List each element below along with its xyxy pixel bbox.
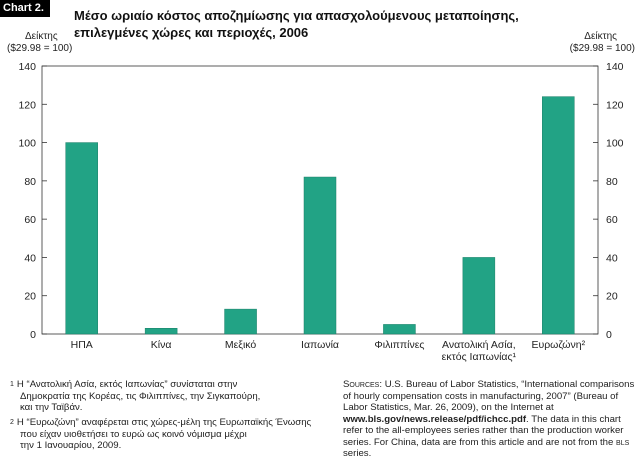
y-tick-label-right: 0: [606, 329, 612, 341]
footnote-2-line-2: που είχαν υιοθετήσει το ευρώ ως κοινό νόμισμα μέχρι: [20, 428, 247, 440]
footnote-2-line-3: την 1 Ιανουαρίου, 2009.: [20, 440, 122, 451]
bar: [463, 257, 495, 334]
footnote-2-mark: 2: [10, 419, 14, 426]
bar: [145, 328, 177, 334]
chart-number-tag: Chart 2.: [0, 0, 50, 17]
chart-title-line-2: επιλεγμένες χώρες και περιοχές, 2006: [74, 25, 309, 40]
footnote-1-line-3: και την Ταϊβάν.: [20, 402, 83, 413]
x-tick-label: Μεξικό: [224, 339, 257, 351]
left-axis-caption-line-2: ($29.98 = 100): [7, 43, 73, 54]
sources-bls: bls: [616, 436, 630, 448]
bar: [383, 324, 415, 334]
y-tick-label-left: 100: [18, 137, 36, 150]
y-tick-label-left: 80: [24, 175, 36, 188]
sources-text-3: series.: [343, 448, 372, 459]
y-tick-label-left: 40: [24, 252, 36, 265]
x-tick-label: ΗΠΑ: [70, 339, 93, 351]
chart-title-line-1: Μέσο ωριαίο κόστος αποζημίωσης για απασχολούμενους μεταποίησης,: [74, 8, 519, 23]
y-tick-label-left: 0: [30, 329, 36, 341]
y-tick-label-left: 20: [24, 290, 36, 303]
y-tick-label-right: 140: [606, 61, 624, 73]
footnote-1-mark: 1: [10, 381, 14, 388]
sources-text-2: . The data in this chart refer to the all-employees series rather than the production worker series. For China, data are from this article and are not from the: [343, 413, 624, 448]
x-tick-label: Ανατολική Ασία,: [442, 339, 516, 351]
bar: [304, 177, 336, 334]
footnote-2: [10, 417, 340, 452]
bar: [66, 143, 98, 334]
sources-url[interactable]: www.bls.gov/news.release/pdf/ichcc.pdf: [343, 413, 527, 425]
bar: [542, 97, 574, 334]
y-tick-label-left: 60: [24, 214, 36, 227]
x-tick-label: εκτός Ιαπωνίας¹: [441, 351, 517, 363]
y-tick-label-right: 40: [606, 252, 618, 265]
y-tick-label-left: 120: [18, 99, 36, 112]
x-tick-label: Φιλιππίνες: [374, 339, 425, 351]
x-tick-label: Ιαπωνία: [301, 339, 339, 351]
footnote-1-line-1: Η “Ανατολική Ασία, εκτός Ιαπωνίας” συνίσταται στην: [16, 379, 238, 390]
y-tick-label-right: 120: [606, 99, 624, 112]
left-axis-caption-line-1: Δείκτης: [25, 31, 58, 42]
bar: [225, 309, 257, 334]
y-tick-label-right: 100: [606, 137, 624, 150]
y-tick-label-right: 80: [606, 175, 618, 188]
sources-note: [343, 379, 635, 460]
y-tick-label-right: 60: [606, 214, 618, 227]
right-axis-caption-line-1: Δείκτης: [584, 31, 617, 42]
sources-text-1: U.S. Bureau of Labor Statistics, “International comparisons of hourly compensation costs in manufacturing, 2007” (Bureau of Labor Statistics, Mar. 26, 2009), on the Internet at: [343, 379, 635, 413]
x-tick-label: Ευρωζώνη²: [531, 339, 586, 351]
sources-label: Sources:: [343, 379, 383, 390]
right-axis-caption-line-2: ($29.98 = 100): [569, 43, 635, 54]
y-tick-label-right: 20: [606, 290, 618, 303]
footnote-1: [10, 379, 330, 414]
footnote-2-line-1: Η “Ευρωζώνη” αναφέρεται στις χώρες-μέλη της Ευρωπαϊκής Ένωσης: [16, 417, 312, 428]
x-tick-label: Κίνα: [150, 339, 172, 351]
footnote-1-line-2: Δημοκρατία της Κορέας, τις Φιλιππίνες, την Σιγκαπούρη,: [20, 390, 261, 402]
y-tick-label-left: 140: [18, 61, 36, 73]
